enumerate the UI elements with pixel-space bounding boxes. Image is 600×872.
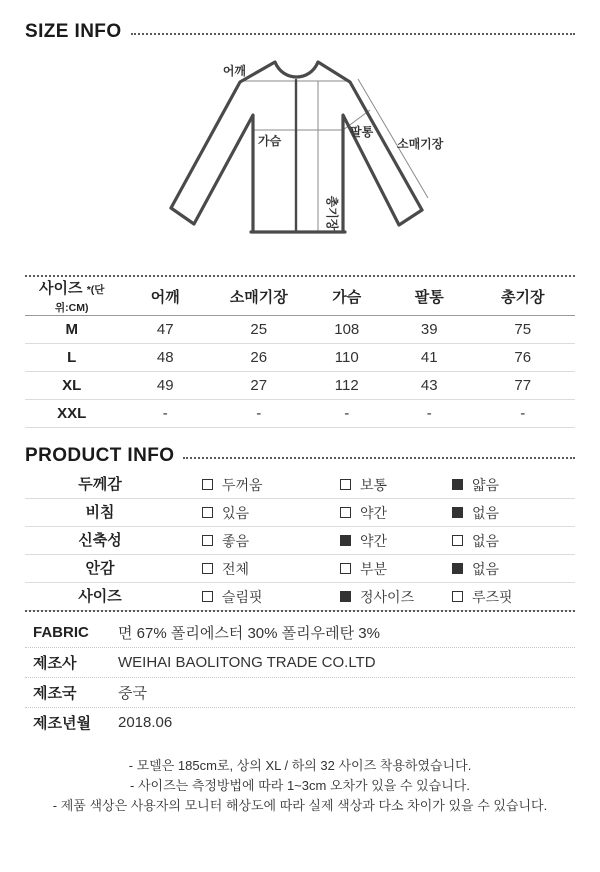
total-length-label: 총기장 (325, 195, 339, 231)
manufacturer-value: WEIHAI BAOLITONG TRADE CO.LTD (118, 654, 376, 671)
attribute-label: 신축성 (78, 532, 122, 549)
size-info-title: SIZE INFO (25, 21, 122, 42)
value-cell: - (212, 400, 306, 428)
attribute-option (202, 583, 263, 610)
checkbox-icon (202, 563, 213, 574)
option-label: 있음 (222, 504, 250, 521)
value-cell: 25 (212, 316, 306, 344)
size-cell: M (25, 316, 119, 344)
value-cell: 110 (306, 344, 389, 372)
value-cell: - (471, 400, 576, 428)
option-label: 없음 (472, 560, 500, 577)
dotted-rule (131, 33, 576, 35)
option-label: 얇음 (472, 476, 500, 493)
attribute-option (340, 527, 387, 554)
size-cell: L (25, 344, 119, 372)
value-cell: 26 (212, 344, 306, 372)
footer-notes (0, 756, 600, 816)
size-row-l (25, 344, 575, 372)
size-cell: XXL (25, 400, 119, 428)
checkbox-icon (340, 535, 351, 546)
option-label: 슬림핏 (222, 588, 263, 605)
attribute-option (340, 555, 387, 582)
option-label: 전체 (222, 560, 250, 577)
manufacturer-row (25, 648, 575, 678)
option-label: 없음 (472, 532, 500, 549)
manufacturer-label: 제조사 (33, 655, 77, 672)
value-cell: 108 (306, 316, 389, 344)
size-info-header (25, 22, 575, 42)
attribute-label: 사이즈 (78, 588, 122, 605)
date-label: 제조년월 (33, 715, 91, 732)
checkbox-icon (452, 535, 463, 546)
option-label: 두꺼움 (222, 476, 263, 493)
option-label: 약간 (360, 532, 388, 549)
attribute-row-thickness (25, 471, 575, 499)
fabric-label: FABRIC (33, 624, 89, 641)
checkbox-icon (340, 591, 351, 602)
col-arm: 팔통 (388, 277, 471, 316)
size-row-m (25, 316, 575, 344)
unit-note: *(단위:CM) (55, 284, 105, 314)
attribute-option (340, 499, 387, 526)
country-label: 제조국 (33, 685, 77, 702)
option-label: 없음 (472, 504, 500, 521)
checkbox-icon (452, 479, 463, 490)
checkbox-icon (202, 507, 213, 518)
product-info-header (25, 446, 575, 466)
value-cell: 75 (471, 316, 576, 344)
checkbox-icon (340, 479, 351, 490)
note-line: - 사이즈는 측정방법에 따라 1~3cm 오차가 있을 수 있습니다. (130, 778, 470, 793)
col-size-label: 사이즈 (39, 280, 83, 297)
attribute-option (202, 555, 249, 582)
size-table (25, 277, 575, 428)
option-label: 정사이즈 (360, 588, 415, 605)
option-label: 약간 (360, 504, 388, 521)
attribute-row-lining (25, 555, 575, 583)
note-line: - 제품 색상은 사용자의 모니터 해상도에 따라 실제 색상과 다소 차이가 있을 수 있습니다. (52, 798, 548, 813)
attribute-option (452, 555, 499, 582)
attribute-row-stretch (25, 527, 575, 555)
value-cell: - (388, 400, 471, 428)
date-row (25, 708, 575, 737)
country-row (25, 678, 575, 708)
attribute-label: 안감 (85, 560, 115, 577)
attribute-option (202, 471, 263, 498)
value-cell: 47 (119, 316, 213, 344)
arm-width-label: 팔통 (350, 125, 374, 139)
checkbox-icon (340, 507, 351, 518)
dotted-rule (183, 457, 575, 459)
attribute-option (202, 499, 249, 526)
attribute-label: 비침 (85, 504, 115, 521)
attribute-label: 두께감 (78, 476, 122, 493)
checkbox-icon (202, 535, 213, 546)
attribute-option (340, 583, 414, 610)
col-size (25, 277, 119, 316)
col-length: 총기장 (471, 277, 576, 316)
attribute-option (452, 583, 513, 610)
size-row-xxl (25, 400, 575, 428)
value-cell: 112 (306, 372, 389, 400)
fabric-row (25, 618, 575, 648)
checkbox-icon (202, 479, 213, 490)
note-line: - 모델은 185cm로, 상의 XL / 하의 32 사이즈 착용하였습니다. (128, 758, 472, 773)
fabric-value: 면 67% 폴리에스터 30% 폴리우레탄 3% (118, 625, 380, 642)
attribute-row-sheerness (25, 499, 575, 527)
value-cell: 39 (388, 316, 471, 344)
attribute-option (452, 527, 499, 554)
attribute-row-fit (25, 583, 575, 611)
country-value: 중국 (118, 685, 147, 702)
product-attribute-table (25, 471, 575, 611)
value-cell: 76 (471, 344, 576, 372)
chest-label: 가슴 (258, 134, 282, 148)
option-label: 좋음 (222, 532, 250, 549)
sleeve-length-label: 소매기장 (397, 137, 444, 151)
size-row-xl (25, 372, 575, 400)
checkbox-icon (340, 563, 351, 574)
attribute-option (340, 471, 387, 498)
col-sleeve: 소매기장 (212, 277, 306, 316)
value-cell: 49 (119, 372, 213, 400)
shoulder-label: 어깨 (222, 64, 246, 78)
jacket-measurement-diagram (130, 55, 470, 270)
value-cell: - (119, 400, 213, 428)
col-shoulder: 어깨 (119, 277, 213, 316)
manufacture-table (25, 618, 575, 737)
attribute-option (202, 527, 249, 554)
value-cell: - (306, 400, 389, 428)
option-label: 부분 (360, 560, 388, 577)
option-label: 보통 (360, 476, 388, 493)
checkbox-icon (452, 507, 463, 518)
attribute-option (452, 499, 499, 526)
value-cell: 41 (388, 344, 471, 372)
attribute-option (452, 471, 499, 498)
product-info-title: PRODUCT INFO (25, 445, 175, 466)
value-cell: 77 (471, 372, 576, 400)
date-value: 2018.06 (118, 714, 173, 731)
value-cell: 43 (388, 372, 471, 400)
option-label: 루즈핏 (472, 588, 513, 605)
value-cell: 48 (119, 344, 213, 372)
value-cell: 27 (212, 372, 306, 400)
size-table-header-row (25, 277, 575, 316)
size-cell: XL (25, 372, 119, 400)
col-chest: 가슴 (306, 277, 389, 316)
checkbox-icon (452, 591, 463, 602)
checkbox-icon (202, 591, 213, 602)
product-info-bottom-rule (25, 610, 575, 612)
checkbox-icon (452, 563, 463, 574)
